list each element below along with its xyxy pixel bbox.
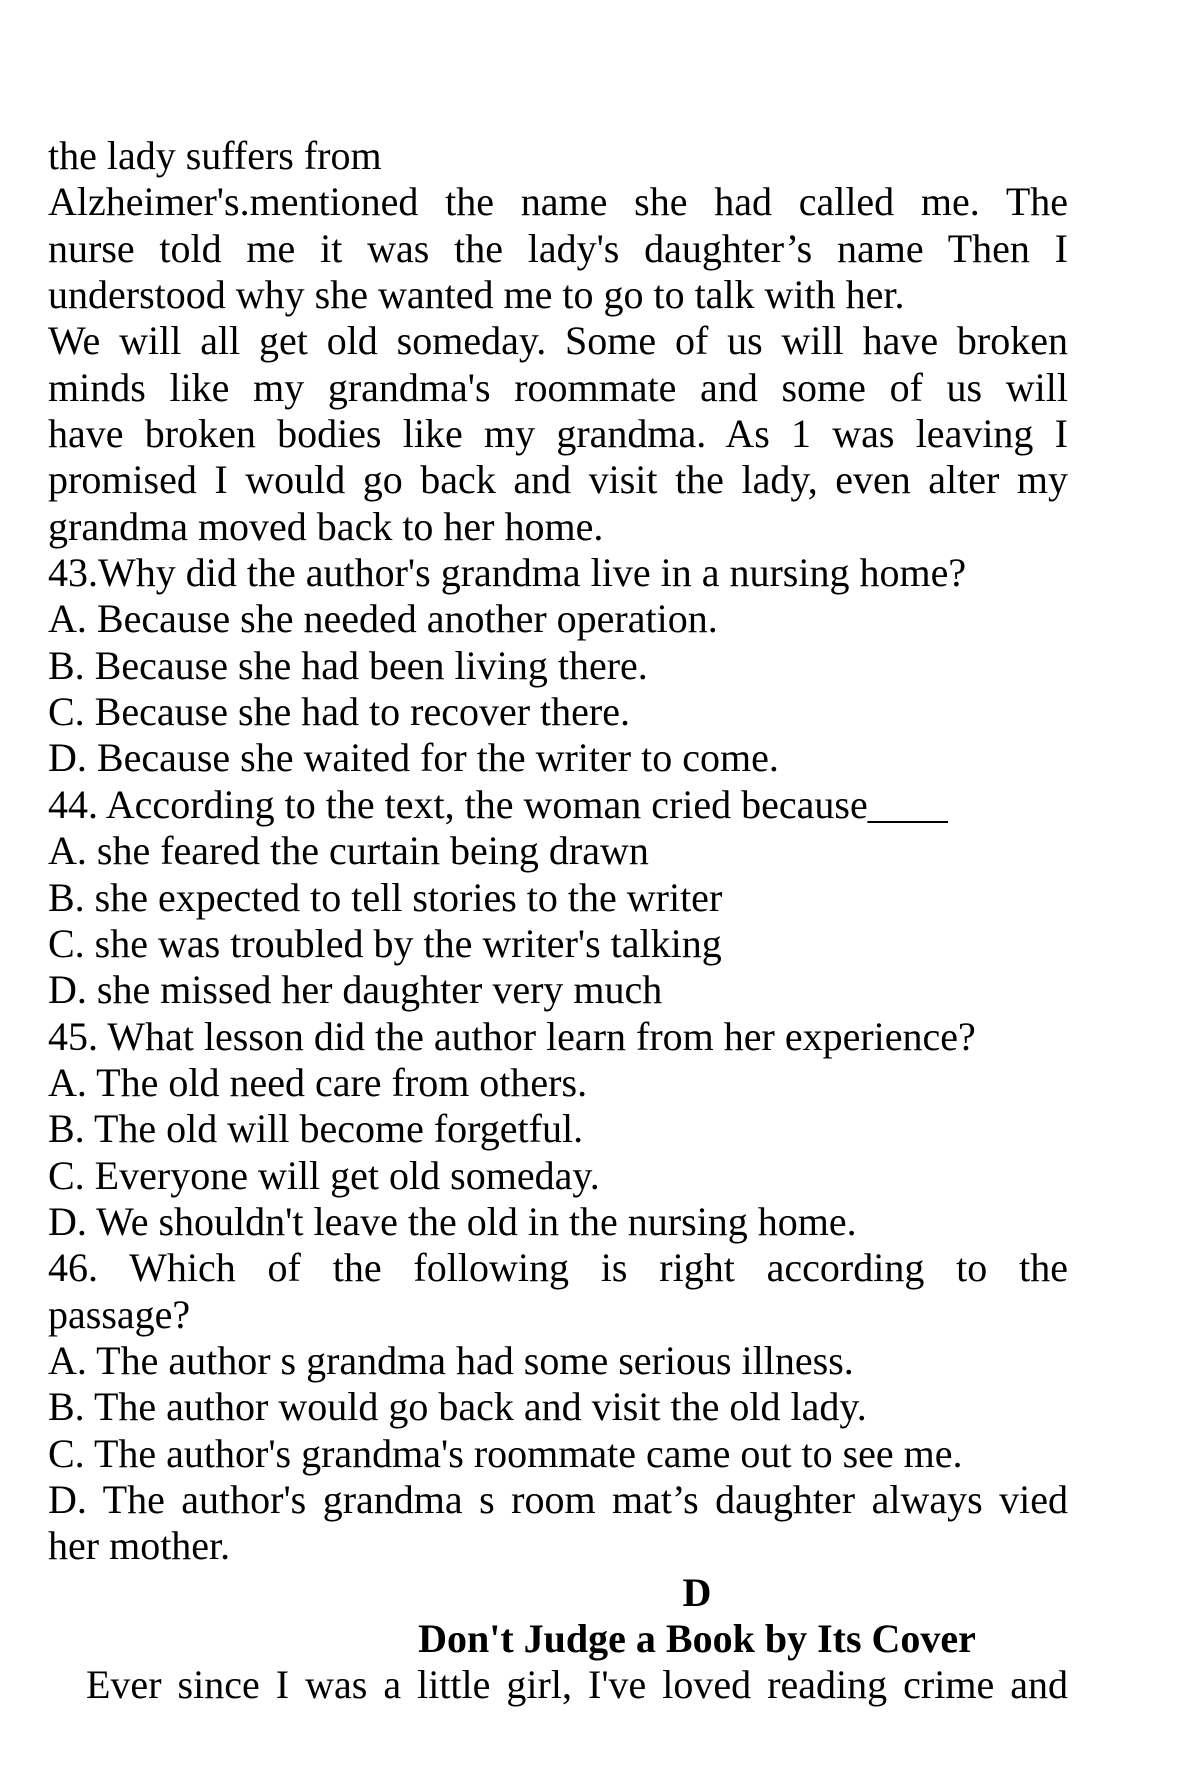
- option-line: B. The author would go back and visit the old lady.: [48, 1384, 867, 1430]
- question-stem-46-continued: passage?: [48, 1291, 191, 1337]
- passage-line: Alzheimer's.mentioned the name she had called me. The: [48, 179, 1068, 225]
- option-line: A. Because she needed another operation.: [48, 596, 718, 642]
- option-line: D. she missed her daughter very much: [48, 967, 663, 1013]
- option-line: A. she feared the curtain being drawn: [48, 828, 649, 874]
- option-line: B. Because she had been living there.: [48, 642, 648, 688]
- option-line: D. The author's grandma s room mat’s daughter always vied: [48, 1476, 1068, 1522]
- paragraph-line: Ever since I was a little girl, I've loved reading crime and: [86, 1662, 1068, 1708]
- passage-line: understood why she wanted me to go to talk with her.: [48, 272, 905, 318]
- passage-line: grandma moved back to her home.: [48, 503, 604, 549]
- option-line: A. The old need care from others.: [48, 1059, 588, 1105]
- section-label: D: [682, 1569, 712, 1615]
- question-stem-45: 45. What lesson did the author learn from her experience?: [48, 1013, 976, 1059]
- option-line: A. The author s grandma had some serious illness.: [48, 1337, 854, 1383]
- option-line-continued: her mother.: [48, 1523, 231, 1569]
- passage-line: the lady suffers from: [48, 133, 382, 178]
- passage-line: nurse told me it was the lady's daughter’s name Then I: [48, 225, 1068, 271]
- passage-line: We will all get old someday. Some of us will have broken: [48, 318, 1068, 364]
- option-line: C. The author's grandma's roommate came out to see me.: [48, 1430, 963, 1476]
- passage-line: have broken bodies like my grandma. As 1 was leaving I: [48, 411, 1068, 457]
- question-stem-46: 46. Which of the following is right according to the: [48, 1245, 1068, 1291]
- option-line: B. she expected to tell stories to the writer: [48, 874, 723, 920]
- option-line: C. Everyone will get old someday.: [48, 1152, 600, 1198]
- question-stem-44: 44. According to the text, the woman cried because____: [48, 781, 948, 827]
- option-line: D. Because she waited for the writer to come.: [48, 735, 779, 781]
- option-line: C. Because she had to recover there.: [48, 689, 630, 735]
- document-page: [48, 133, 1068, 1709]
- passage-line: promised I would go back and visit the lady, even alter my: [48, 457, 1068, 503]
- option-line: D. We shouldn't leave the old in the nursing home.: [48, 1198, 857, 1244]
- option-line: B. The old will become forgetful.: [48, 1106, 584, 1152]
- section-title: Don't Judge a Book by Its Cover: [418, 1616, 976, 1661]
- passage-line: minds like my grandma's roommate and some of us will: [48, 364, 1068, 410]
- question-stem-43: 43.Why did the author's grandma live in a nursing home?: [48, 550, 967, 596]
- option-line: C. she was troubled by the writer's talking: [48, 920, 722, 966]
